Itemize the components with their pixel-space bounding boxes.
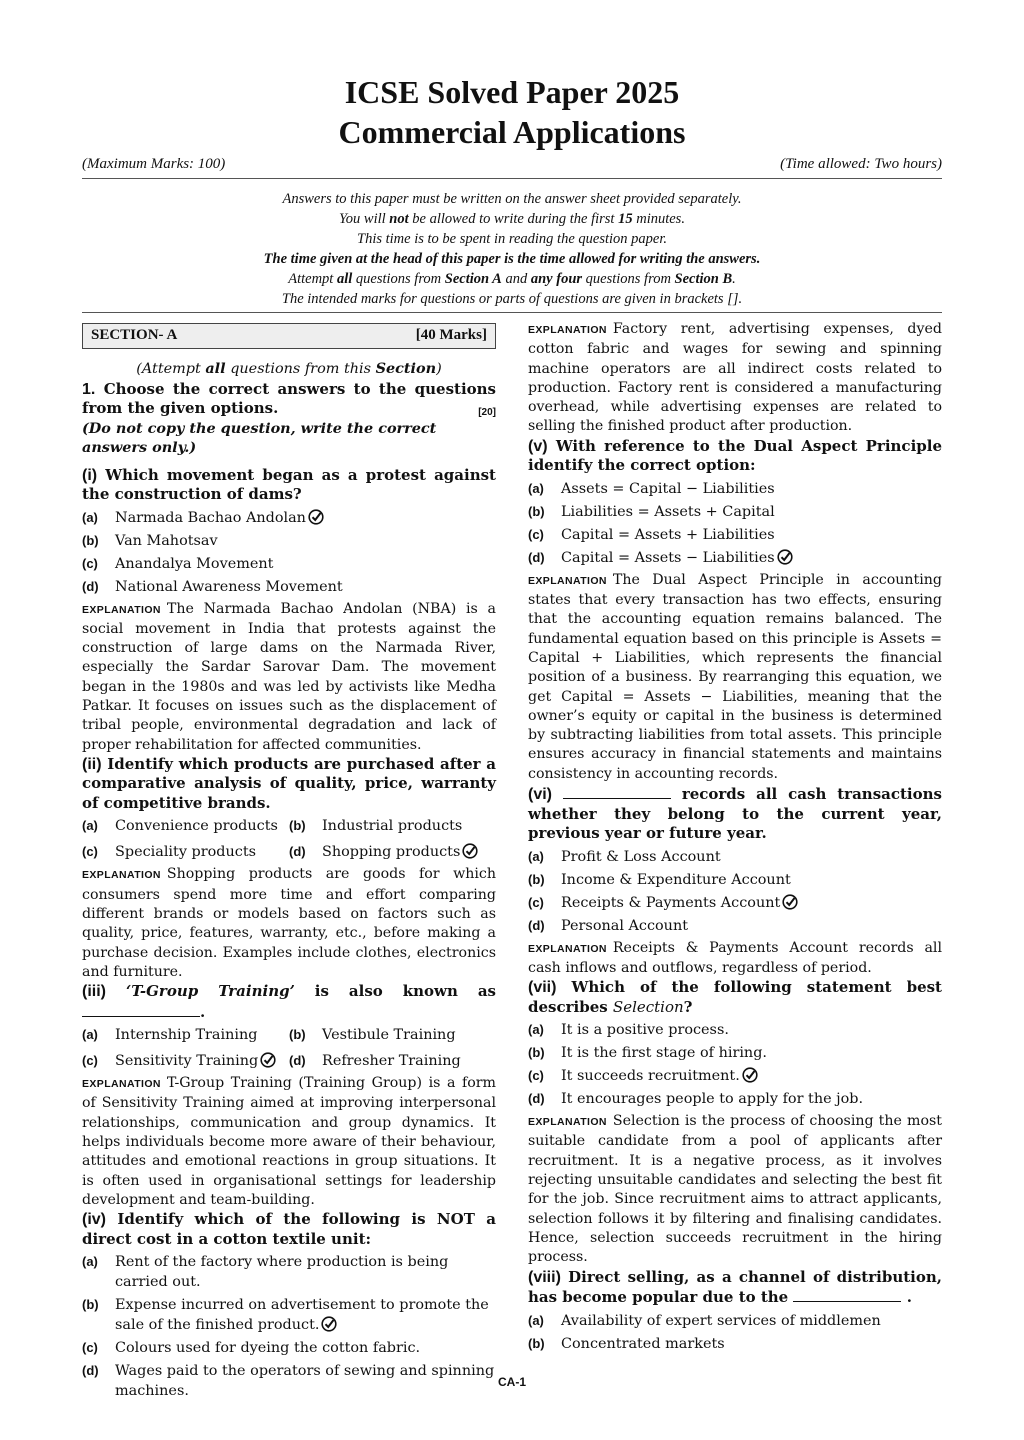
explanation — [528, 320, 942, 437]
paper-title: ICSE Solved Paper 2025 — [344, 74, 680, 110]
explanation-label: EXPLANATION — [82, 1078, 161, 1091]
option — [82, 508, 496, 528]
option-text: Capital = Assets + Liabilities — [561, 526, 775, 543]
correct-check-icon — [782, 894, 798, 910]
instruction-6: The intended marks for questions or parts of questions are given in brackets []. — [281, 291, 743, 307]
explanation-text: Selection is the process of choosing the most suitable candidate from a pool of applicants after recruitment. It is a negative process, as it involves rejecting unsuitable candidates and selecting the best fit for the job. Since recruitment aims to attract applicants, selection follows it by filtering and finalising candidates. Hence, selection succeeds recruitment in the hiring process. — [528, 1113, 942, 1266]
option-label: (c) — [528, 1068, 544, 1084]
time-allowed: (Time allowed: Two hours) — [780, 156, 942, 172]
option-label: (b) — [528, 503, 545, 519]
question-v — [528, 437, 942, 476]
explanation-text: Factory rent, advertising expenses, dyed cotton fabric and wages for sewing and spinning machine operators are all indirect costs related to production. Factory rent is considered a manufacturing overhead, while advertising expenses are related to selling the finished product after production. — [528, 321, 942, 435]
instruction-2: You will not be allowed to write during the first 15 minutes. — [339, 211, 685, 227]
option-text: Convenience products — [115, 818, 278, 835]
option-text: Anandalya Movement — [115, 555, 274, 572]
section-marks: [40 Marks] — [415, 327, 487, 344]
option-text: Colours used for dyeing the cotton fabric. — [115, 1340, 421, 1357]
correct-check-icon — [308, 509, 324, 525]
option-text: Assets = Capital − Liabilities — [561, 480, 775, 497]
option-label: (a) — [82, 1254, 98, 1270]
question-text-italic: Selection — [612, 997, 684, 1016]
option-text: Van Mahotsav — [115, 532, 218, 549]
option — [289, 1025, 496, 1045]
question-number: (v) — [528, 437, 548, 455]
instruction-3: This time is to be spent in reading the question paper. — [357, 231, 667, 247]
option — [528, 847, 942, 867]
correct-check-icon — [777, 549, 793, 565]
option-label: (d) — [289, 1053, 306, 1069]
explanation — [82, 1074, 496, 1210]
option-text: Speciality products — [115, 844, 256, 861]
option-text: Concentrated markets — [561, 1335, 725, 1352]
question-1 — [82, 380, 496, 419]
header-rule — [82, 178, 942, 179]
option — [82, 554, 496, 574]
fill-blank — [563, 784, 671, 799]
option-label: (c) — [82, 1340, 98, 1356]
option — [82, 531, 496, 551]
option — [528, 1020, 942, 1040]
explanation — [528, 939, 942, 979]
option-label: (a) — [82, 509, 98, 525]
explanation-label: EXPLANATION — [528, 574, 607, 587]
option-text: Liabilities = Assets + Capital — [561, 503, 775, 520]
question-text: is also known as — [294, 982, 496, 1001]
option-text: Personal Account — [561, 917, 688, 934]
option-text: Refresher Training — [322, 1053, 461, 1070]
explanation-text: Shopping products are goods for which consumers spend more time and effort comparing different brands or models based on factors such as quality, price, features, warranty, etc., before making a purchase decision. Examples include clothes, electronics and furniture. — [82, 866, 496, 980]
option-label: (d) — [528, 917, 545, 933]
option — [528, 1066, 942, 1086]
option — [82, 1295, 496, 1335]
question-number: 1. — [82, 380, 96, 398]
question-text: Choose the correct answers to the questions from the given options. — [82, 379, 496, 417]
explanation-label: EXPLANATION — [528, 1116, 607, 1129]
question-text: Which movement began as a protest against the construction of dams? — [82, 465, 496, 503]
option — [289, 842, 496, 862]
right-column — [528, 320, 942, 1357]
option-label: (a) — [82, 1027, 98, 1043]
question-number: (iii) — [82, 983, 106, 1001]
option-label: (b) — [82, 1297, 99, 1313]
paper-subtitle: Commercial Applications — [338, 114, 686, 150]
option-text: Income & Expenditure Account — [561, 871, 791, 888]
question-i — [82, 466, 496, 505]
option-text: Availability of expert services of middlemen — [561, 1312, 881, 1329]
question-ii — [82, 755, 496, 814]
explanation-text: The Narmada Bachao Andolan (NBA) is a social movement in India that protests against the construction of large dams on the Narmada River, especially the Sardar Sarovar Dam. The movement began in the 1980s and was led by activists like Medha Patkar. It focuses on issues such as the displacement of tribal people, environmental degradation and lack of proper rehabilitation for affected communities. — [82, 600, 496, 753]
explanation-text: The Dual Aspect Principle in accounting states that every transaction has two effects, ensuring that the accounting equation remains balanced. The fundamental equation based on this principle is Assets = Capital + Liabilities, which represents the financial position of a business. By rearranging this equation, we get Capital = Assets − Liabilities, meaning that the owner’s equity or capital in the business is determined by subtracting liabilities from total assets. This principle ensures accuracy in financial statements and maintains consistency in accounting records. — [528, 571, 942, 782]
section-name: SECTION- A — [91, 327, 178, 344]
correct-check-icon — [321, 1316, 337, 1332]
option — [82, 1051, 289, 1071]
option — [528, 502, 942, 522]
option — [82, 816, 289, 836]
question-number: (iv) — [82, 1211, 106, 1229]
option-text: Rent of the factory where production is being carried out. — [115, 1254, 449, 1291]
option-text: Expense incurred on advertisement to promote the sale of the finished product. — [115, 1297, 489, 1334]
fill-blank — [793, 1287, 901, 1302]
option-label: (a) — [528, 1022, 544, 1038]
option-text: Shopping products — [322, 844, 461, 861]
option — [528, 525, 942, 545]
option-label: (d) — [289, 844, 306, 860]
option-label: (d) — [528, 549, 545, 565]
explanation-label: EXPLANATION — [82, 603, 161, 616]
option — [289, 816, 496, 836]
option-text: It is the first stage of hiring. — [561, 1045, 767, 1062]
option-label: (d) — [528, 1091, 545, 1107]
option-label: (a) — [82, 818, 98, 834]
question-marks: [20] — [478, 407, 496, 418]
option-label: (c) — [82, 844, 98, 860]
left-column — [82, 323, 496, 1404]
explanation-label: EXPLANATION — [82, 869, 161, 882]
option — [528, 1311, 942, 1331]
explanation-text: Receipts & Payments Account records all cash inflows and outflows, regardless of period. — [528, 939, 942, 976]
explanation — [82, 600, 496, 755]
option — [82, 1338, 496, 1358]
instruction-5: Attempt all questions from Section A and any four questions from Section B. — [288, 271, 736, 287]
question-text: records all cash transactions whether they belong to the current year, previous year or future year. — [528, 785, 942, 843]
explanation-text: T-Group Training (Training Group) is a form of Sensitivity Training aimed at improving interpersonal relationships, communication and group dynamics. It helps individuals become more aware of their behaviour, attitudes and emotional reactions in group situations. It is often used in organisational settings for leadership development and team-building. — [82, 1075, 496, 1208]
option-label: (c) — [82, 1053, 98, 1069]
option-label: (a) — [528, 480, 544, 496]
option — [528, 1043, 942, 1063]
option — [82, 842, 289, 862]
option — [528, 916, 942, 936]
option-text: Capital = Assets − Liabilities — [561, 549, 775, 566]
option-text: It succeeds recruitment. — [561, 1068, 740, 1085]
option-label: (b) — [289, 818, 306, 834]
explanation-label: EXPLANATION — [528, 942, 607, 955]
question-text: Identify which products are purchased after a comparative analysis of quality, price, warranty of competitive brands. — [82, 754, 496, 812]
option-text: Wages paid to the operators of sewing and spinning machines. — [115, 1363, 495, 1400]
section-a-box — [82, 323, 496, 349]
fill-blank — [82, 1002, 200, 1017]
question-text: Identify which of the following is NOT a direct cost in a cotton textile unit: — [82, 1210, 496, 1248]
question-iii: (iii) ‘T-Group Training’ is also known as . — [82, 982, 496, 1021]
option — [82, 1252, 496, 1292]
explanation — [528, 1112, 942, 1267]
option-label: (b) — [528, 871, 545, 887]
question-number: (i) — [82, 466, 98, 484]
option-text: Industrial products — [322, 818, 463, 835]
option-label: (b) — [289, 1027, 306, 1043]
option-text: It encourages people to apply for the job. — [561, 1091, 864, 1108]
option-label: (b) — [528, 1045, 545, 1061]
option — [289, 1051, 496, 1071]
question-viii: (viii) Direct selling, as a channel of distribution, has become popular due to the . — [528, 1267, 942, 1307]
question-number: (viii) — [528, 1268, 561, 1286]
option-text: Profit & Loss Account — [561, 848, 721, 865]
option — [528, 548, 942, 568]
option-label: (c) — [82, 555, 98, 571]
question-number: (vii) — [528, 979, 557, 997]
option-label: (c) — [528, 894, 544, 910]
question-vii — [528, 978, 942, 1017]
section-note: (Attempt all questions from this Section) — [136, 360, 442, 377]
option-text: Sensitivity Training — [115, 1053, 259, 1070]
option-label: (a) — [528, 1312, 544, 1328]
option-text: Internship Training — [115, 1027, 258, 1044]
instruction-4: The time given at the head of this paper is the time allowed for writing the answers. — [263, 251, 761, 267]
max-marks: (Maximum Marks: 100) — [82, 156, 226, 172]
option — [528, 870, 942, 890]
question-vi — [528, 784, 942, 844]
option-label: (d) — [82, 1363, 99, 1379]
option-text: Vestibule Training — [322, 1027, 456, 1044]
option-text: Narmada Bachao Andolan — [115, 509, 306, 526]
option-label: (b) — [528, 1335, 545, 1351]
option-label: (c) — [528, 526, 544, 542]
option — [528, 1334, 942, 1354]
option-text: Receipts & Payments Account — [561, 894, 781, 911]
question-text: Which of the following statement best describes — [528, 978, 942, 1016]
page-number: CA-1 — [497, 1375, 526, 1389]
instruction-1: Answers to this paper must be written on the answer sheet provided separately. — [282, 191, 742, 207]
option-text: It is a positive process. — [561, 1022, 729, 1039]
question-text: Direct selling, as a channel of distribution, has become popular due to the — [528, 1267, 942, 1307]
instructions-rule — [82, 312, 942, 313]
option — [528, 893, 942, 913]
option — [82, 577, 496, 597]
option-text: National Awareness Movement — [115, 578, 343, 595]
question-iv — [82, 1210, 496, 1249]
question-text-italic: ‘T-Group Training’ — [125, 982, 295, 1001]
correct-check-icon — [260, 1052, 276, 1068]
option-label: (a) — [528, 848, 544, 864]
question-text: With reference to the Dual Aspect Principle identify the correct option: — [528, 436, 942, 475]
correct-check-icon — [742, 1067, 758, 1083]
option — [528, 479, 942, 499]
explanation-label: EXPLANATION — [528, 324, 607, 336]
question-number: (vi) — [528, 786, 552, 804]
option-label: (d) — [82, 578, 99, 594]
explanation — [528, 571, 942, 784]
question-note: (Do not copy the question, write the correct answers only.) — [82, 419, 437, 456]
question-text-end: ? — [683, 997, 693, 1016]
option — [528, 1089, 942, 1109]
option-label: (b) — [82, 532, 99, 548]
option — [82, 1025, 289, 1045]
explanation — [82, 865, 496, 982]
question-number: (ii) — [82, 755, 102, 773]
correct-check-icon — [462, 843, 478, 859]
